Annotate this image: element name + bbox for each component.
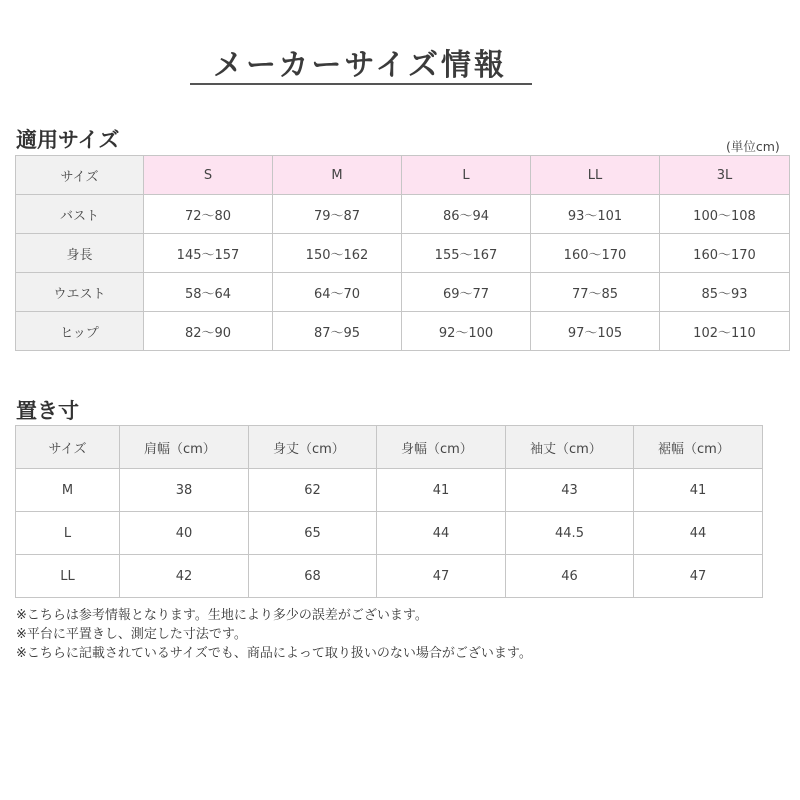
page-title: メーカーサイズ情報 bbox=[213, 48, 507, 83]
applicable-size-table bbox=[15, 155, 790, 351]
header-cell: 身丈（cm） bbox=[249, 426, 377, 469]
table-cell: 82〜90 bbox=[144, 312, 273, 351]
table-cell: 69〜77 bbox=[402, 273, 531, 312]
row-label: ヒップ bbox=[16, 312, 144, 351]
table-cell: 47 bbox=[377, 555, 506, 598]
table-cell: 41 bbox=[634, 469, 763, 512]
table-cell: 40 bbox=[120, 512, 249, 555]
table-cell: 47 bbox=[634, 555, 763, 598]
header-cell: サイズ bbox=[16, 156, 144, 195]
table-cell: 86〜94 bbox=[402, 195, 531, 234]
table-cell: 62 bbox=[249, 469, 377, 512]
note-line: ※こちらに記載されているサイズでも、商品によって取り扱いのない場合がございます。 bbox=[16, 646, 532, 661]
table-cell: 43 bbox=[506, 469, 634, 512]
table-cell: 93〜101 bbox=[531, 195, 660, 234]
header-cell: 3L bbox=[660, 156, 790, 195]
table-cell: 145〜157 bbox=[144, 234, 273, 273]
table-cell: 65 bbox=[249, 512, 377, 555]
table-cell: 160〜170 bbox=[531, 234, 660, 273]
table-cell: 87〜95 bbox=[273, 312, 402, 351]
header-cell: 肩幅（cm） bbox=[120, 426, 249, 469]
row-label: LL bbox=[16, 555, 120, 598]
table-cell: 79〜87 bbox=[273, 195, 402, 234]
table-cell: 42 bbox=[120, 555, 249, 598]
table-row bbox=[16, 234, 790, 273]
row-label: バスト bbox=[16, 195, 144, 234]
header-cell: S bbox=[144, 156, 273, 195]
table-cell: 72〜80 bbox=[144, 195, 273, 234]
row-label: 身長 bbox=[16, 234, 144, 273]
note-line: ※こちらは参考情報となります。生地により多少の誤差がございます。 bbox=[16, 608, 428, 623]
flat-measurement-heading: 置き寸 bbox=[16, 399, 79, 423]
table-cell: 38 bbox=[120, 469, 249, 512]
table-cell: 44.5 bbox=[506, 512, 634, 555]
table-row bbox=[16, 555, 763, 598]
header-cell: 裾幅（cm） bbox=[634, 426, 763, 469]
table-row bbox=[16, 469, 763, 512]
table-cell: 160〜170 bbox=[660, 234, 790, 273]
table-header-row bbox=[16, 156, 790, 195]
table-cell: 102〜110 bbox=[660, 312, 790, 351]
unit-label: (単位cm) bbox=[726, 139, 780, 154]
notes bbox=[16, 606, 532, 663]
applicable-size-heading: 適用サイズ bbox=[16, 128, 120, 152]
row-label: ウエスト bbox=[16, 273, 144, 312]
table-cell: 41 bbox=[377, 469, 506, 512]
table-cell: 77〜85 bbox=[531, 273, 660, 312]
table-header-row bbox=[16, 426, 763, 469]
table-row bbox=[16, 195, 790, 234]
table-cell: 85〜93 bbox=[660, 273, 790, 312]
row-label: L bbox=[16, 512, 120, 555]
header-cell: 袖丈（cm） bbox=[506, 426, 634, 469]
table-cell: 68 bbox=[249, 555, 377, 598]
table-cell: 46 bbox=[506, 555, 634, 598]
header-cell: LL bbox=[531, 156, 660, 195]
table-cell: 44 bbox=[377, 512, 506, 555]
title-underline bbox=[190, 83, 532, 85]
table-cell: 44 bbox=[634, 512, 763, 555]
table-cell: 58〜64 bbox=[144, 273, 273, 312]
header-cell: 身幅（cm） bbox=[377, 426, 506, 469]
table-row bbox=[16, 312, 790, 351]
row-label: M bbox=[16, 469, 120, 512]
table-cell: 155〜167 bbox=[402, 234, 531, 273]
table-row bbox=[16, 273, 790, 312]
header-cell: L bbox=[402, 156, 531, 195]
table-cell: 97〜105 bbox=[531, 312, 660, 351]
flat-measurement-table bbox=[15, 425, 763, 598]
note-line: ※平台に平置きし、測定した寸法です。 bbox=[16, 627, 247, 642]
table-cell: 100〜108 bbox=[660, 195, 790, 234]
table-cell: 150〜162 bbox=[273, 234, 402, 273]
table-row bbox=[16, 512, 763, 555]
table-cell: 64〜70 bbox=[273, 273, 402, 312]
header-cell: サイズ bbox=[16, 426, 120, 469]
header-cell: M bbox=[273, 156, 402, 195]
table-cell: 92〜100 bbox=[402, 312, 531, 351]
